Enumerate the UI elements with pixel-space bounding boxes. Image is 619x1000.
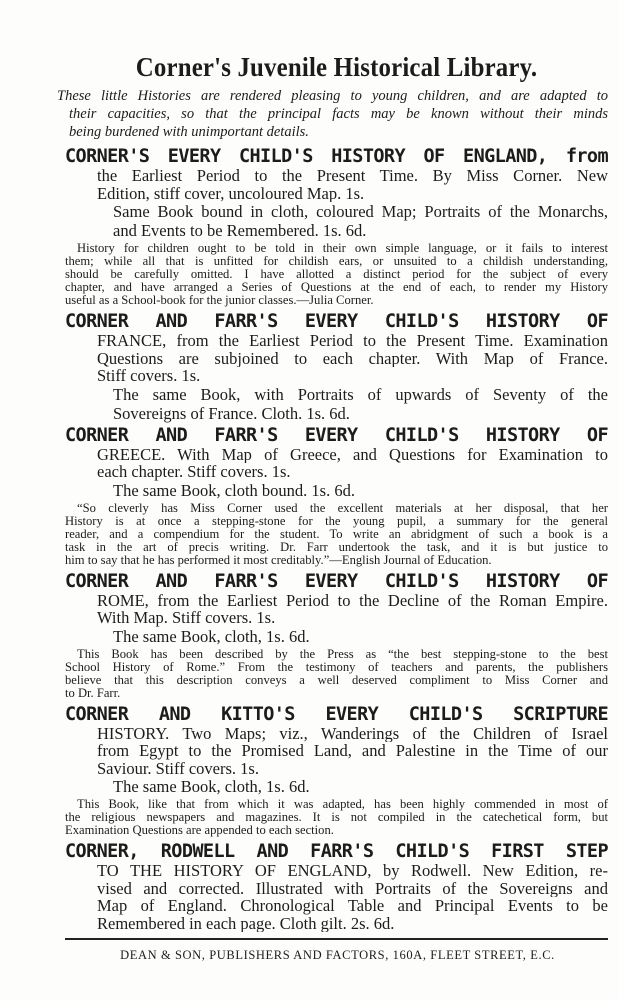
book-heading: CORNER AND FARR'S EVERY CHILD'S HISTORY OF bbox=[65, 312, 608, 332]
book-variant-line: The same Book, cloth, 1s. 6d. bbox=[113, 777, 310, 796]
book-variant-line: Same Book bound in cloth, coloured Map; Portraits of the Monarchs, bbox=[113, 202, 608, 221]
book-description-line: HISTORY. Two Maps; viz., Wanderings of the Children of Israel bbox=[97, 724, 608, 742]
book-review-note bbox=[65, 242, 608, 307]
book-review-note-line: him to say that he has performed it most creditably.”—English Journal of Education. bbox=[65, 553, 492, 567]
book-description-line: Map of England. Chronological Table and Principal Events to be bbox=[97, 897, 608, 915]
intro-line: being burdened with unimportant details. bbox=[69, 124, 309, 140]
intro-paragraph bbox=[57, 87, 608, 141]
intro-line: These little Histories are rendered pleasing to young children, and are adapted to bbox=[57, 88, 608, 104]
book-entry bbox=[65, 572, 608, 700]
book-description-line: each chapter. Stiff covers. 1s. bbox=[97, 463, 291, 481]
book-description-line: Edition, stiff cover, uncoloured Map. 1s. bbox=[97, 184, 365, 202]
book-variant-line: The same Book, with Portraits of upwards of Seventy of the bbox=[113, 384, 608, 404]
book-entry bbox=[65, 426, 608, 567]
book-review-note-line: School History of Rome.” From the testimony of teachers and parents, the publishers bbox=[65, 660, 608, 674]
book-review-note-line: chapter, and have arranged a Series of Questions at the end of each, to render my History bbox=[65, 281, 608, 294]
book-entry bbox=[65, 842, 608, 932]
book-description bbox=[65, 446, 608, 481]
book-variant-line: The same Book, cloth, 1s. 6d. bbox=[113, 626, 310, 646]
book-description bbox=[65, 862, 608, 932]
book-review-note bbox=[65, 648, 608, 700]
publisher-footer: DEAN & SON, PUBLISHERS AND FACTORS, 160A, FLEET STREET, E.C. bbox=[120, 948, 555, 962]
book-variant-line: and Events to be Remembered. 1s. 6d. bbox=[113, 221, 367, 240]
divider-rule bbox=[65, 938, 608, 940]
book-description-line: the Earliest Period to the Present Time. By Miss Corner. New bbox=[97, 167, 608, 185]
book-review-note-line: Examination Questions are appended to each section. bbox=[65, 824, 334, 837]
book-variant bbox=[65, 777, 608, 796]
book-review-note-line: This Book, like that from which it was adapted, has been highly commended in most of bbox=[77, 798, 608, 811]
book-description-line: Questions are subjoined to each chapter. With Map of France. bbox=[97, 349, 608, 367]
book-review-note-line: task in the art of precis writing. Dr. Farr undertook the task, and it is but justice to bbox=[65, 540, 608, 554]
book-description-line: FRANCE, from the Earliest Period to the Present Time. Examination bbox=[97, 332, 608, 350]
book-variant bbox=[65, 385, 608, 423]
book-review-note-line: History is at once a stepping-stone for the young pupil, a summary for the general bbox=[65, 514, 608, 528]
book-variant-line: Sovereigns of France. Cloth. 1s. 6d. bbox=[113, 403, 350, 423]
book-entry bbox=[65, 705, 608, 838]
book-review-note-line: them; while all that is unfitted for childish ears, or unsuited to a childish understanding, bbox=[65, 255, 608, 268]
book-review-note-line: believe that this description conveys a well deserved compliment to Miss Corner and bbox=[65, 673, 608, 687]
book-review-note-line: to Dr. Farr. bbox=[65, 686, 121, 700]
page-title: Corner's Juvenile Historical Library. bbox=[135, 52, 538, 82]
book-description-line: ROME, from the Earliest Period to the Decline of the Roman Empire. bbox=[97, 591, 608, 609]
book-description-line: vised and corrected. Illustrated with Portraits of the Sovereigns and bbox=[97, 879, 608, 897]
book-description-line: With Map. Stiff covers. 1s. bbox=[97, 609, 276, 627]
book-description-line: from Egypt to the Promised Land, and Palestine in the Time of our bbox=[97, 742, 608, 760]
book-variant bbox=[65, 481, 608, 500]
book-review-note-line: the religious newspapers and magazines. It is not compiled in the catechetical form, but bbox=[65, 811, 608, 824]
book-entry bbox=[65, 312, 608, 423]
book-review-note bbox=[65, 798, 608, 837]
book-variant bbox=[65, 627, 608, 646]
page-content bbox=[57, 52, 608, 932]
book-description-line: GREECE. With Map of Greece, and Questions for Examination to bbox=[97, 445, 608, 463]
book-heading: CORNER, RODWELL AND FARR'S CHILD'S FIRST STEP bbox=[65, 842, 608, 862]
book-description-line: TO THE HISTORY OF ENGLAND, by Rodwell. New Edition, re- bbox=[97, 862, 608, 880]
book-heading: CORNER'S EVERY CHILD'S HISTORY OF ENGLAND, from bbox=[65, 147, 608, 167]
book-review-note bbox=[65, 502, 608, 567]
book-review-note-line: This Book has been described by the Press as “the best stepping-stone to the best bbox=[77, 647, 608, 661]
book-list bbox=[65, 147, 608, 932]
book-review-note-line: reader, and a compendium for the student. To write an abridgment of such a book is a bbox=[65, 527, 608, 541]
book-description bbox=[65, 167, 608, 202]
book-review-note-line: useful as a School-book for the junior classes.—Julia Corner. bbox=[65, 294, 374, 307]
intro-line: their capacities, so that the principal facts may be known without their minds bbox=[69, 106, 608, 122]
book-variant-line: The same Book, cloth bound. 1s. 6d. bbox=[113, 480, 355, 500]
book-entry bbox=[65, 147, 608, 307]
book-description bbox=[65, 725, 608, 778]
book-description bbox=[65, 332, 608, 385]
book-description bbox=[65, 592, 608, 627]
book-description-line: Saviour. Stiff covers. 1s. bbox=[97, 759, 259, 777]
book-review-note-line: History for children ought to be told in their own simple language, or it fails to interest bbox=[77, 242, 608, 255]
book-variant bbox=[65, 202, 608, 240]
book-heading: CORNER AND FARR'S EVERY CHILD'S HISTORY OF bbox=[65, 571, 608, 592]
book-description-line: Stiff covers. 1s. bbox=[97, 367, 201, 385]
book-review-note-line: “So cleverly has Miss Corner used the excellent materials at her disposal, that her bbox=[77, 501, 608, 515]
book-description-line: Remembered in each page. Cloth gilt. 2s. 6d. bbox=[97, 914, 395, 932]
book-heading: CORNER AND FARR'S EVERY CHILD'S HISTORY OF bbox=[65, 425, 608, 446]
book-heading: CORNER AND KITTO'S EVERY CHILD'S SCRIPTURE bbox=[65, 704, 608, 725]
book-review-note-line: should be carefully omitted. I have allotted a distinct period for the subject of every bbox=[65, 268, 608, 281]
